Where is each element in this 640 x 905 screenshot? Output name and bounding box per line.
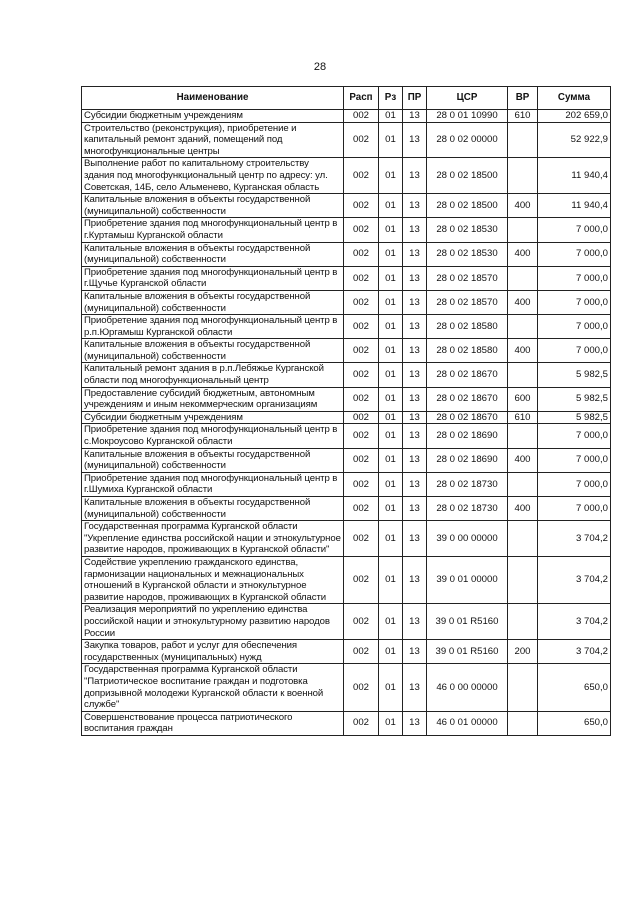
cell-pr: 13 [403, 556, 427, 603]
cell-rz: 01 [379, 424, 403, 448]
table-row [82, 664, 611, 711]
cell-vr [508, 711, 538, 735]
cell-sum: 7 000,0 [538, 424, 611, 448]
cell-sum: 5 982,5 [538, 363, 611, 387]
cell-rasp: 002 [344, 497, 379, 521]
table-row [82, 242, 611, 266]
cell-rasp: 002 [344, 242, 379, 266]
table-row [82, 363, 611, 387]
cell-pr: 13 [403, 424, 427, 448]
page-number: 28 [313, 61, 327, 73]
table-header-row [82, 87, 611, 110]
cell-rasp: 002 [344, 158, 379, 194]
cell-name: Капитальные вложения в объекты государственной (муниципальной) собственности [82, 194, 344, 218]
cell-csr: 39 0 01 R5160 [427, 604, 508, 640]
cell-pr: 13 [403, 640, 427, 664]
cell-pr: 13 [403, 604, 427, 640]
cell-pr: 13 [403, 194, 427, 218]
cell-csr: 28 0 02 18500 [427, 158, 508, 194]
cell-sum: 11 940,4 [538, 158, 611, 194]
cell-rasp: 002 [344, 363, 379, 387]
cell-sum: 7 000,0 [538, 339, 611, 363]
cell-pr: 13 [403, 521, 427, 557]
cell-csr: 39 0 01 00000 [427, 556, 508, 603]
table-row [82, 266, 611, 290]
cell-vr: 400 [508, 290, 538, 314]
cell-name: Приобретение здания под многофункциональный центр в р.п.Юргамыш Курганской области [82, 315, 344, 339]
cell-pr: 13 [403, 339, 427, 363]
table-row [82, 218, 611, 242]
cell-sum: 3 704,2 [538, 640, 611, 664]
cell-name: Капитальные вложения в объекты государственной (муниципальной) собственности [82, 242, 344, 266]
table-row [82, 110, 611, 123]
cell-csr: 28 0 02 18690 [427, 424, 508, 448]
header-vr: ВР [508, 87, 538, 110]
cell-rz: 01 [379, 158, 403, 194]
cell-pr: 13 [403, 158, 427, 194]
cell-vr: 400 [508, 194, 538, 218]
cell-sum: 5 982,5 [538, 411, 611, 424]
cell-rasp: 002 [344, 472, 379, 496]
cell-rz: 01 [379, 664, 403, 711]
cell-pr: 13 [403, 122, 427, 158]
cell-rasp: 002 [344, 448, 379, 472]
cell-csr: 28 0 02 18570 [427, 290, 508, 314]
cell-vr: 400 [508, 448, 538, 472]
cell-rasp: 002 [344, 194, 379, 218]
cell-vr [508, 363, 538, 387]
cell-sum: 7 000,0 [538, 448, 611, 472]
cell-name: Закупка товаров, работ и услуг для обеспечения государственных (муниципальных) нужд [82, 640, 344, 664]
cell-rasp: 002 [344, 266, 379, 290]
cell-rz: 01 [379, 290, 403, 314]
cell-rasp: 002 [344, 556, 379, 603]
cell-sum: 11 940,4 [538, 194, 611, 218]
cell-sum: 650,0 [538, 664, 611, 711]
cell-name: Содействие укреплению гражданского единства, гармонизации национальных и межнациональных отношений в Курганской области и этнокультурное развитие народов, проживающих в Курганской области [82, 556, 344, 603]
cell-rz: 01 [379, 218, 403, 242]
cell-name: Приобретение здания под многофункциональный центр в г.Куртамыш Курганской области [82, 218, 344, 242]
cell-pr: 13 [403, 110, 427, 123]
cell-rz: 01 [379, 110, 403, 123]
cell-name: Приобретение здания под многофункциональный центр в с.Мокроусово Курганской области [82, 424, 344, 448]
cell-csr: 39 0 01 R5160 [427, 640, 508, 664]
cell-name: Выполнение работ по капитальному строительству здания под многофункциональный центр по адресу: ул. Советская, 14Б, село Альменево, Курганская область [82, 158, 344, 194]
cell-name: Субсидии бюджетным учреждениям [82, 411, 344, 424]
cell-rz: 01 [379, 194, 403, 218]
cell-rasp: 002 [344, 387, 379, 411]
cell-name: Предоставление субсидий бюджетным, автономным учреждениям и иным некоммерческим организациям [82, 387, 344, 411]
table-row [82, 158, 611, 194]
cell-csr: 28 0 02 18730 [427, 497, 508, 521]
table-row [82, 290, 611, 314]
cell-rasp: 002 [344, 424, 379, 448]
cell-name: Капитальный ремонт здания в р.п.Лебяжье Курганской области под многофункциональный центр [82, 363, 344, 387]
cell-csr: 46 0 00 00000 [427, 664, 508, 711]
cell-sum: 7 000,0 [538, 218, 611, 242]
cell-vr: 200 [508, 640, 538, 664]
cell-rz: 01 [379, 363, 403, 387]
table-row [82, 497, 611, 521]
cell-sum: 52 922,9 [538, 122, 611, 158]
cell-sum: 5 982,5 [538, 387, 611, 411]
cell-name: Реализация мероприятий по укреплению единства российской нации и этнокультурному развитию народов России [82, 604, 344, 640]
table-row [82, 556, 611, 603]
cell-csr: 28 0 02 18580 [427, 339, 508, 363]
cell-rz: 01 [379, 711, 403, 735]
cell-vr [508, 122, 538, 158]
cell-rz: 01 [379, 266, 403, 290]
cell-rasp: 002 [344, 339, 379, 363]
cell-rasp: 002 [344, 411, 379, 424]
cell-vr [508, 218, 538, 242]
cell-pr: 13 [403, 290, 427, 314]
cell-csr: 28 0 02 18530 [427, 242, 508, 266]
cell-name: Приобретение здания под многофункциональный центр в г.Щучье Курганской области [82, 266, 344, 290]
cell-csr: 28 0 02 18570 [427, 266, 508, 290]
cell-pr: 13 [403, 218, 427, 242]
cell-sum: 7 000,0 [538, 266, 611, 290]
cell-vr: 600 [508, 387, 538, 411]
cell-rz: 01 [379, 556, 403, 603]
cell-rasp: 002 [344, 122, 379, 158]
header-rasp: Расп [344, 87, 379, 110]
cell-vr [508, 315, 538, 339]
cell-rasp: 002 [344, 521, 379, 557]
cell-vr [508, 266, 538, 290]
cell-sum: 3 704,2 [538, 521, 611, 557]
cell-rasp: 002 [344, 290, 379, 314]
table-row [82, 411, 611, 424]
table-row [82, 387, 611, 411]
table-row [82, 448, 611, 472]
cell-vr [508, 664, 538, 711]
cell-sum: 650,0 [538, 711, 611, 735]
table-row [82, 339, 611, 363]
cell-vr [508, 472, 538, 496]
cell-rz: 01 [379, 242, 403, 266]
table-row [82, 640, 611, 664]
cell-rz: 01 [379, 640, 403, 664]
table-row [82, 194, 611, 218]
cell-vr: 610 [508, 411, 538, 424]
cell-name: Строительство (реконструкция), приобретение и капитальный ремонт зданий, помещений под многофункциональные центры [82, 122, 344, 158]
cell-vr [508, 556, 538, 603]
cell-name: Государственная программа Курганской области "Патриотическое воспитание граждан и подготовка допризывной молодежи Курганской области к военной службе" [82, 664, 344, 711]
cell-csr: 28 0 02 18730 [427, 472, 508, 496]
table-row [82, 521, 611, 557]
cell-csr: 28 0 02 18530 [427, 218, 508, 242]
cell-vr: 400 [508, 339, 538, 363]
cell-sum: 3 704,2 [538, 556, 611, 603]
cell-rz: 01 [379, 315, 403, 339]
cell-rasp: 002 [344, 315, 379, 339]
cell-vr [508, 604, 538, 640]
cell-name: Совершенствование процесса патриотического воспитания граждан [82, 711, 344, 735]
cell-csr: 28 0 02 18670 [427, 387, 508, 411]
cell-csr: 28 0 02 18670 [427, 363, 508, 387]
cell-rz: 01 [379, 604, 403, 640]
cell-csr: 28 0 02 18690 [427, 448, 508, 472]
cell-vr [508, 424, 538, 448]
cell-sum: 7 000,0 [538, 290, 611, 314]
cell-rasp: 002 [344, 711, 379, 735]
cell-csr: 39 0 00 00000 [427, 521, 508, 557]
cell-pr: 13 [403, 497, 427, 521]
cell-vr: 400 [508, 497, 538, 521]
cell-sum: 202 659,0 [538, 110, 611, 123]
cell-name: Капитальные вложения в объекты государственной (муниципальной) собственности [82, 497, 344, 521]
cell-name: Субсидии бюджетным учреждениям [82, 110, 344, 123]
cell-rz: 01 [379, 472, 403, 496]
cell-sum: 7 000,0 [538, 472, 611, 496]
cell-pr: 13 [403, 387, 427, 411]
cell-name: Государственная программа Курганской области "Укрепление единства российской нации и этнокультурное развитие народов, проживающих в Курганской области" [82, 521, 344, 557]
cell-rz: 01 [379, 387, 403, 411]
cell-pr: 13 [403, 664, 427, 711]
cell-rasp: 002 [344, 110, 379, 123]
cell-pr: 13 [403, 711, 427, 735]
cell-rasp: 002 [344, 604, 379, 640]
table-row [82, 424, 611, 448]
cell-pr: 13 [403, 472, 427, 496]
cell-sum: 7 000,0 [538, 242, 611, 266]
table-row [82, 315, 611, 339]
cell-pr: 13 [403, 266, 427, 290]
cell-csr: 28 0 02 00000 [427, 122, 508, 158]
header-name: Наименование [82, 87, 344, 110]
cell-pr: 13 [403, 363, 427, 387]
cell-name: Капитальные вложения в объекты государственной (муниципальной) собственности [82, 290, 344, 314]
table-row [82, 604, 611, 640]
cell-rz: 01 [379, 339, 403, 363]
cell-name: Капитальные вложения в объекты государственной (муниципальной) собственности [82, 339, 344, 363]
cell-rasp: 002 [344, 640, 379, 664]
cell-vr: 610 [508, 110, 538, 123]
cell-rz: 01 [379, 411, 403, 424]
cell-csr: 46 0 01 00000 [427, 711, 508, 735]
budget-table [81, 86, 611, 736]
cell-rz: 01 [379, 122, 403, 158]
cell-vr: 400 [508, 242, 538, 266]
header-csr: ЦСР [427, 87, 508, 110]
cell-name: Капитальные вложения в объекты государственной (муниципальной) собственности [82, 448, 344, 472]
cell-rz: 01 [379, 448, 403, 472]
table-row [82, 472, 611, 496]
table-row [82, 711, 611, 735]
cell-vr [508, 521, 538, 557]
cell-pr: 13 [403, 242, 427, 266]
cell-sum: 3 704,2 [538, 604, 611, 640]
cell-name: Приобретение здания под многофункциональный центр в г.Шумиха Курганской области [82, 472, 344, 496]
cell-vr [508, 158, 538, 194]
header-rz: Рз [379, 87, 403, 110]
cell-pr: 13 [403, 448, 427, 472]
cell-pr: 13 [403, 315, 427, 339]
table-row [82, 122, 611, 158]
cell-csr: 28 0 02 18500 [427, 194, 508, 218]
cell-sum: 7 000,0 [538, 497, 611, 521]
cell-csr: 28 0 02 18580 [427, 315, 508, 339]
cell-pr: 13 [403, 411, 427, 424]
cell-rasp: 002 [344, 664, 379, 711]
cell-rz: 01 [379, 497, 403, 521]
cell-csr: 28 0 01 10990 [427, 110, 508, 123]
cell-csr: 28 0 02 18670 [427, 411, 508, 424]
cell-sum: 7 000,0 [538, 315, 611, 339]
cell-rz: 01 [379, 521, 403, 557]
header-pr: ПР [403, 87, 427, 110]
cell-rasp: 002 [344, 218, 379, 242]
header-sum: Сумма [538, 87, 611, 110]
